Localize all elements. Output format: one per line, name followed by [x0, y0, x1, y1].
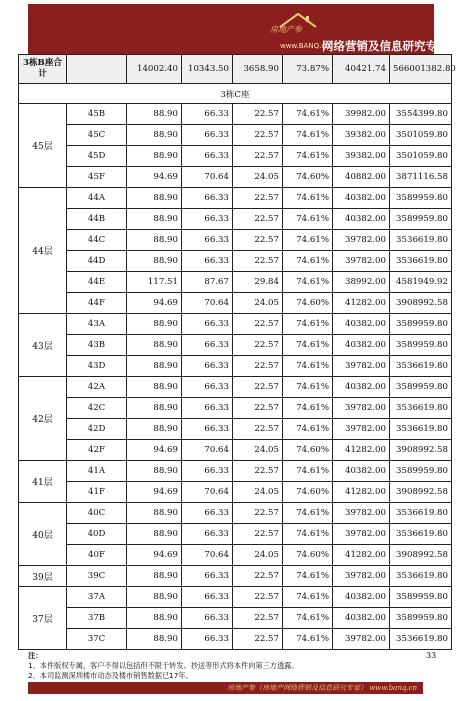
total-area-cell: 88.90	[127, 608, 182, 629]
table-row	[19, 524, 452, 545]
usable-area-cell: 66.33	[182, 566, 233, 587]
note-item: 2、本司监测深圳楼市动态及楼市销售数据已17年。	[28, 671, 193, 680]
shared-area-cell: 22.57	[233, 608, 283, 629]
usable-area-cell: 66.33	[182, 461, 233, 482]
shared-area-cell: 22.57	[233, 419, 283, 440]
shared-area-cell: 22.57	[233, 503, 283, 524]
usable-area-cell: 66.33	[182, 146, 233, 167]
usable-area-cell: 66.33	[182, 209, 233, 230]
unit-price-cell: 41282.00	[333, 545, 390, 566]
summary-total-price: 566001382.80	[390, 55, 452, 84]
total-price-cell: 3589959.80	[390, 377, 452, 398]
usage-ratio-cell: 74.61%	[283, 104, 333, 125]
shared-area-cell: 22.57	[233, 335, 283, 356]
unit-no-cell: 44F	[67, 293, 127, 314]
notes	[28, 651, 423, 681]
total-price-cell: 3536619.80	[390, 566, 452, 587]
page-number: 33	[426, 651, 437, 660]
shared-area-cell: 22.57	[233, 230, 283, 251]
total-area-cell: 88.90	[127, 125, 182, 146]
unit-no-cell: 44B	[67, 209, 127, 230]
unit-no-cell: 37B	[67, 608, 127, 629]
unit-price-cell: 40882.00	[333, 167, 390, 188]
unit-price-cell: 40382.00	[333, 209, 390, 230]
usage-ratio-cell: 74.60%	[283, 545, 333, 566]
brand-name: 房地产参	[270, 25, 302, 34]
shared-area-cell: 22.57	[233, 146, 283, 167]
table-row	[19, 314, 452, 335]
usage-ratio-cell: 74.60%	[283, 440, 333, 461]
unit-no-cell: 44A	[67, 188, 127, 209]
table-row	[19, 188, 452, 209]
floor-label: 40层	[19, 503, 67, 566]
total-area-cell: 88.90	[127, 335, 182, 356]
section-row	[19, 84, 452, 104]
table-row	[19, 419, 452, 440]
shared-area-cell: 22.57	[233, 251, 283, 272]
unit-price-cell: 39982.00	[333, 104, 390, 125]
total-price-cell: 3501059.80	[390, 125, 452, 146]
usage-ratio-cell: 74.61%	[283, 377, 333, 398]
total-area-cell: 88.90	[127, 230, 182, 251]
table-row	[19, 230, 452, 251]
usage-ratio-cell: 74.61%	[283, 335, 333, 356]
total-price-cell: 3536619.80	[390, 524, 452, 545]
total-area-cell: 88.90	[127, 398, 182, 419]
unit-price-cell: 40382.00	[333, 314, 390, 335]
usable-area-cell: 66.33	[182, 629, 233, 650]
total-area-cell: 88.90	[127, 419, 182, 440]
usable-area-cell: 87.67	[182, 272, 233, 293]
floor-label: 41层	[19, 461, 67, 503]
unit-price-cell: 39782.00	[333, 419, 390, 440]
shared-area-cell: 22.57	[233, 125, 283, 146]
unit-price-cell: 39782.00	[333, 503, 390, 524]
shared-area-cell: 22.57	[233, 104, 283, 125]
notes-title: 注：	[28, 651, 43, 660]
usable-area-cell: 66.33	[182, 230, 233, 251]
total-area-cell: 94.69	[127, 545, 182, 566]
floor-label: 44层	[19, 188, 67, 314]
shared-area-cell: 24.05	[233, 293, 283, 314]
total-area-cell: 94.69	[127, 293, 182, 314]
total-price-cell: 3536619.80	[390, 356, 452, 377]
total-price-cell: 3908992.58	[390, 482, 452, 503]
total-price-cell: 3589959.80	[390, 314, 452, 335]
usage-ratio-cell: 74.61%	[283, 209, 333, 230]
usage-ratio-cell: 74.61%	[283, 356, 333, 377]
unit-no-cell: 40F	[67, 545, 127, 566]
table-row	[19, 503, 452, 524]
total-price-cell: 3536619.80	[390, 230, 452, 251]
shared-area-cell: 24.05	[233, 167, 283, 188]
unit-price-cell: 39782.00	[333, 524, 390, 545]
usable-area-cell: 66.33	[182, 524, 233, 545]
table-row	[19, 482, 452, 503]
unit-no-cell: 43D	[67, 356, 127, 377]
unit-price-cell: 39382.00	[333, 146, 390, 167]
usage-ratio-cell: 74.61%	[283, 629, 333, 650]
total-area-cell: 88.90	[127, 461, 182, 482]
usage-ratio-cell: 74.61%	[283, 314, 333, 335]
shared-area-cell: 24.05	[233, 440, 283, 461]
usable-area-cell: 66.33	[182, 356, 233, 377]
unit-price-cell: 41282.00	[333, 293, 390, 314]
usable-area-cell: 70.64	[182, 482, 233, 503]
summary-shared-area: 3658.90	[233, 55, 283, 84]
unit-no-cell: 41A	[67, 461, 127, 482]
usage-ratio-cell: 74.60%	[283, 293, 333, 314]
unit-price-cell: 41282.00	[333, 440, 390, 461]
unit-price-cell: 39782.00	[333, 398, 390, 419]
unit-no-cell: 42A	[67, 377, 127, 398]
unit-price-cell: 39782.00	[333, 356, 390, 377]
usage-ratio-cell: 74.61%	[283, 566, 333, 587]
total-area-cell: 88.90	[127, 503, 182, 524]
usage-ratio-cell: 74.61%	[283, 188, 333, 209]
unit-price-cell: 39782.00	[333, 230, 390, 251]
total-area-cell: 88.90	[127, 377, 182, 398]
unit-no-cell: 45F	[67, 167, 127, 188]
usable-area-cell: 66.33	[182, 503, 233, 524]
total-area-cell: 88.90	[127, 209, 182, 230]
table-row	[19, 566, 452, 587]
total-price-cell: 3536619.80	[390, 629, 452, 650]
floor-label: 42层	[19, 377, 67, 461]
sales-table	[18, 54, 456, 650]
table-row	[19, 335, 452, 356]
unit-price-cell: 40382.00	[333, 461, 390, 482]
total-price-cell: 3871116.58	[390, 167, 452, 188]
shared-area-cell: 22.57	[233, 356, 283, 377]
usable-area-cell: 66.33	[182, 398, 233, 419]
summary-row	[19, 55, 452, 84]
total-price-cell: 3536619.80	[390, 398, 452, 419]
unit-no-cell: 39C	[67, 566, 127, 587]
header-banner	[28, 4, 449, 54]
unit-price-cell: 40382.00	[333, 608, 390, 629]
unit-no-cell: 45C	[67, 125, 127, 146]
summary-empty-cell	[67, 55, 127, 84]
table-row	[19, 125, 452, 146]
floor-label: 43层	[19, 314, 67, 377]
table-row	[19, 629, 452, 650]
total-price-cell: 3536619.80	[390, 251, 452, 272]
usable-area-cell: 66.33	[182, 188, 233, 209]
total-area-cell: 88.90	[127, 587, 182, 608]
shared-area-cell: 22.57	[233, 587, 283, 608]
unit-no-cell: 41F	[67, 482, 127, 503]
usage-ratio-cell: 74.61%	[283, 461, 333, 482]
table-row	[19, 293, 452, 314]
site-url: www.BANQ.cn	[280, 42, 330, 50]
shared-area-cell: 22.57	[233, 209, 283, 230]
unit-price-cell: 40382.00	[333, 587, 390, 608]
total-price-cell: 3536619.80	[390, 503, 452, 524]
table-row	[19, 356, 452, 377]
summary-total-area: 14002.40	[127, 55, 182, 84]
shared-area-cell: 22.57	[233, 566, 283, 587]
table-row	[19, 209, 452, 230]
total-price-cell: 3589959.80	[390, 335, 452, 356]
usage-ratio-cell: 74.61%	[283, 398, 333, 419]
unit-price-cell: 40382.00	[333, 377, 390, 398]
shared-area-cell: 24.05	[233, 482, 283, 503]
unit-price-cell: 39782.00	[333, 629, 390, 650]
unit-price-cell: 41282.00	[333, 482, 390, 503]
section-title: 3栋C座	[19, 84, 452, 104]
total-area-cell: 88.90	[127, 251, 182, 272]
total-area-cell: 88.90	[127, 188, 182, 209]
unit-no-cell: 43A	[67, 314, 127, 335]
unit-no-cell: 45D	[67, 146, 127, 167]
usage-ratio-cell: 74.61%	[283, 524, 333, 545]
unit-no-cell: 40C	[67, 503, 127, 524]
total-area-cell: 88.90	[127, 629, 182, 650]
usage-ratio-cell: 74.61%	[283, 272, 333, 293]
unit-price-cell: 40382.00	[333, 188, 390, 209]
table-row	[19, 167, 452, 188]
total-price-cell: 3536619.80	[390, 419, 452, 440]
table-row	[19, 440, 452, 461]
total-area-cell: 88.90	[127, 104, 182, 125]
total-price-cell: 3589959.80	[390, 188, 452, 209]
total-area-cell: 94.69	[127, 440, 182, 461]
shared-area-cell: 22.57	[233, 629, 283, 650]
total-area-cell: 88.90	[127, 356, 182, 377]
total-area-cell: 88.90	[127, 524, 182, 545]
table-row	[19, 608, 452, 629]
table-row	[19, 251, 452, 272]
usage-ratio-cell: 74.61%	[283, 251, 333, 272]
total-area-cell: 94.69	[127, 167, 182, 188]
usable-area-cell: 66.33	[182, 125, 233, 146]
usable-area-cell: 66.33	[182, 419, 233, 440]
usage-ratio-cell: 74.61%	[283, 419, 333, 440]
usable-area-cell: 70.64	[182, 545, 233, 566]
summary-label: 3栋B座合计	[19, 55, 67, 84]
unit-price-cell: 39382.00	[333, 125, 390, 146]
total-price-cell: 3589959.80	[390, 209, 452, 230]
summary-unit-price: 40421.74	[333, 55, 390, 84]
unit-no-cell: 37C	[67, 629, 127, 650]
table-row	[19, 104, 452, 125]
unit-no-cell: 44E	[67, 272, 127, 293]
unit-price-cell: 38992.00	[333, 272, 390, 293]
usable-area-cell: 66.33	[182, 104, 233, 125]
unit-no-cell: 44C	[67, 230, 127, 251]
unit-price-cell: 40382.00	[333, 335, 390, 356]
table-row	[19, 146, 452, 167]
table-row	[19, 587, 452, 608]
unit-no-cell: 42D	[67, 419, 127, 440]
table-row	[19, 545, 452, 566]
unit-no-cell: 42C	[67, 398, 127, 419]
unit-no-cell: 45B	[67, 104, 127, 125]
shared-area-cell: 22.57	[233, 314, 283, 335]
total-area-cell: 88.90	[127, 146, 182, 167]
unit-no-cell: 42F	[67, 440, 127, 461]
usable-area-cell: 66.33	[182, 251, 233, 272]
usage-ratio-cell: 74.60%	[283, 167, 333, 188]
usage-ratio-cell: 74.61%	[283, 608, 333, 629]
usage-ratio-cell: 74.61%	[283, 125, 333, 146]
floor-label: 45层	[19, 104, 67, 188]
table-body	[19, 55, 456, 650]
footer-text: 房地产参（房地产网络营销及信息研究专家） www.banq.cn	[227, 684, 417, 692]
unit-no-cell: 44D	[67, 251, 127, 272]
total-area-cell: 88.90	[127, 566, 182, 587]
usable-area-cell: 66.33	[182, 377, 233, 398]
unit-price-cell: 39782.00	[333, 566, 390, 587]
usable-area-cell: 66.33	[182, 335, 233, 356]
total-price-cell: 3554399.80	[390, 104, 452, 125]
usable-area-cell: 66.33	[182, 608, 233, 629]
total-price-cell: 3908992.58	[390, 545, 452, 566]
shared-area-cell: 22.57	[233, 398, 283, 419]
total-price-cell: 3908992.58	[390, 440, 452, 461]
total-area-cell: 88.90	[127, 314, 182, 335]
usage-ratio-cell: 74.61%	[283, 503, 333, 524]
unit-no-cell: 40D	[67, 524, 127, 545]
table-row	[19, 461, 452, 482]
shared-area-cell: 22.57	[233, 188, 283, 209]
usable-area-cell: 66.33	[182, 587, 233, 608]
note-item: 1、本件版权专属，客户不得以包括但不限于转发、抄送等形式将本件向第三方透露。	[28, 661, 299, 670]
floor-label: 37层	[19, 587, 67, 650]
footer-bar	[28, 682, 423, 694]
total-price-cell: 3589959.80	[390, 587, 452, 608]
usable-area-cell: 66.33	[182, 314, 233, 335]
floor-label: 39层	[19, 566, 67, 587]
usage-ratio-cell: 74.60%	[283, 482, 333, 503]
usage-ratio-cell: 74.61%	[283, 230, 333, 251]
total-price-cell: 3908992.58	[390, 293, 452, 314]
usable-area-cell: 70.64	[182, 167, 233, 188]
shared-area-cell: 22.57	[233, 461, 283, 482]
summary-usable-area: 10343.50	[182, 55, 233, 84]
table-row	[19, 272, 452, 293]
usage-ratio-cell: 74.61%	[283, 587, 333, 608]
table-row	[19, 377, 452, 398]
header-title: 网络营销及信息研究专家	[322, 39, 449, 53]
summary-ratio: 73.87%	[283, 55, 333, 84]
usage-ratio-cell: 74.61%	[283, 146, 333, 167]
total-area-cell: 117.51	[127, 272, 182, 293]
total-price-cell: 3589959.80	[390, 461, 452, 482]
unit-price-cell: 39782.00	[333, 251, 390, 272]
unit-no-cell: 37A	[67, 587, 127, 608]
table-row	[19, 398, 452, 419]
total-price-cell: 3589959.80	[390, 608, 452, 629]
unit-no-cell: 43B	[67, 335, 127, 356]
total-price-cell: 4581949.92	[390, 272, 452, 293]
shared-area-cell: 22.57	[233, 377, 283, 398]
total-price-cell: 3501059.80	[390, 146, 452, 167]
total-area-cell: 94.69	[127, 482, 182, 503]
usable-area-cell: 70.64	[182, 440, 233, 461]
shared-area-cell: 29.84	[233, 272, 283, 293]
shared-area-cell: 24.05	[233, 545, 283, 566]
shared-area-cell: 22.57	[233, 524, 283, 545]
usable-area-cell: 70.64	[182, 293, 233, 314]
